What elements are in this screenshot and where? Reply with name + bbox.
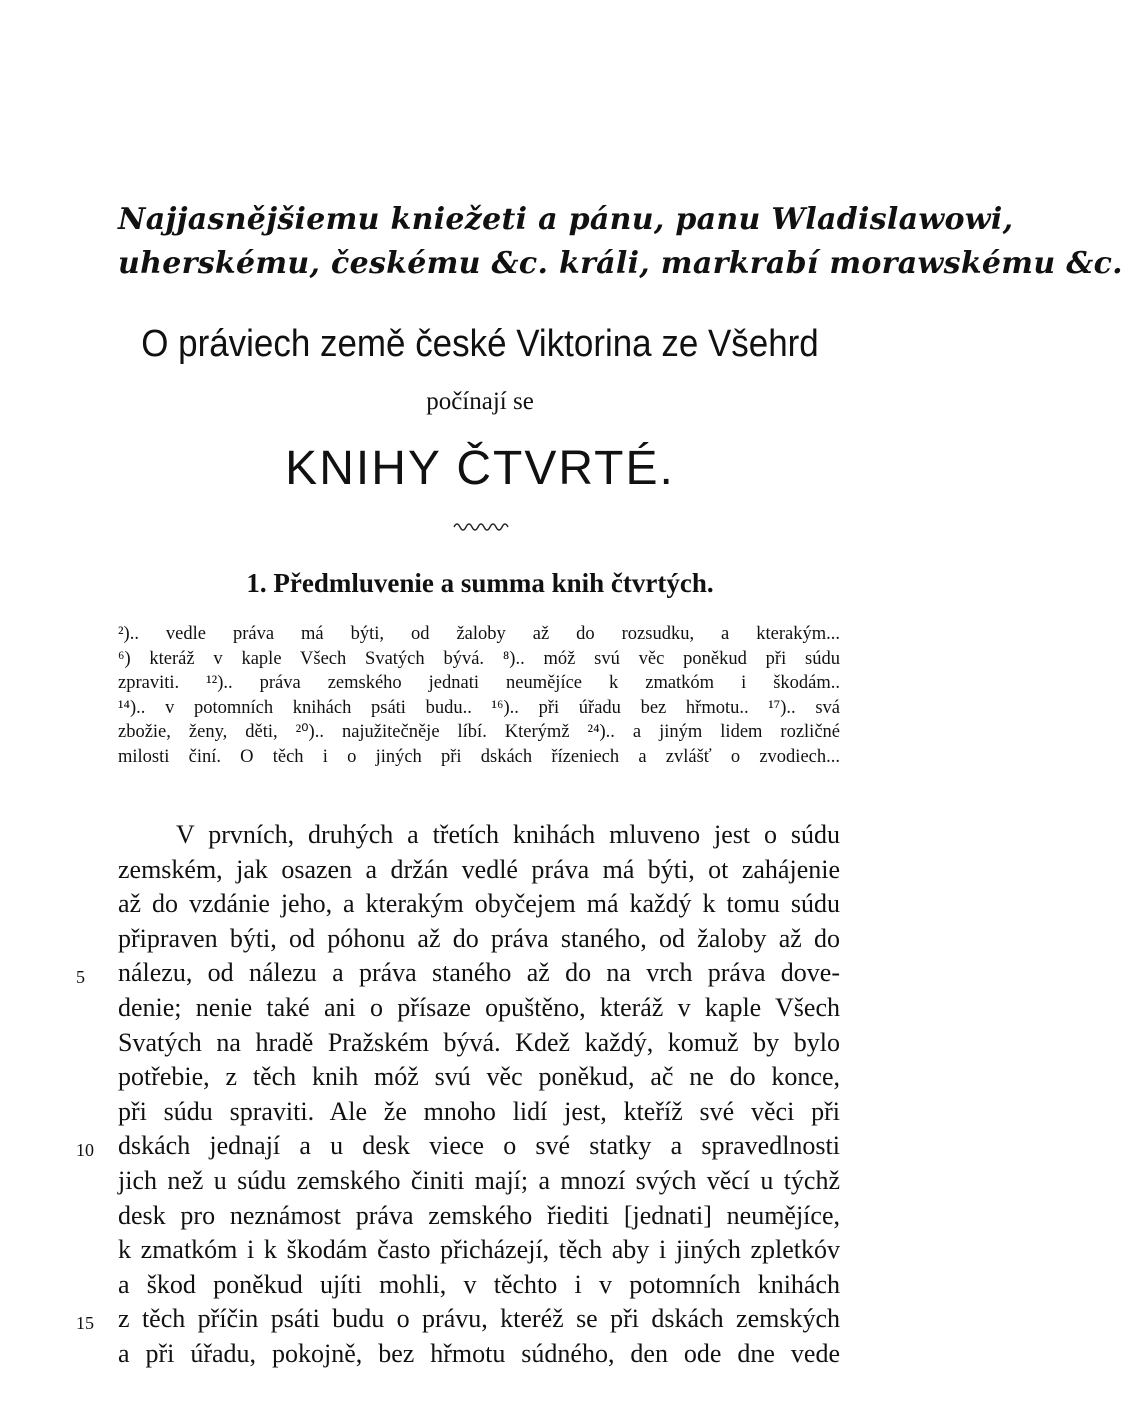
text-line-content: a při úřadu, pokojně, bez hřmotu súdného, den ode dne vede (118, 1338, 840, 1368)
line-number: 10 (76, 1140, 94, 1161)
text-line-content: připraven býti, od póhonu až do práva staného, od žaloby až do (118, 923, 840, 953)
text-line-content: nálezu, od nálezu a práva staného až do na vrch práva dove- (118, 958, 840, 988)
summary-line: zbožie, ženy, děti, ²⁰).. najužitečněje líbí. Kterýmž ²⁴).. a jiným lidem rozličné (118, 722, 840, 742)
summary-line: milosti činí. O těch i o jiných při dskách řízeniech a zvlášť o zvodiech... (118, 746, 840, 767)
line-number: 5 (76, 967, 85, 988)
text-line-content: a škod poněkud ujíti mohli, v těchto i v potomních knihách (118, 1269, 840, 1299)
text-line (118, 887, 840, 922)
text-line-content: při súdu spraviti. Ale že mnoho lidí jest, kteříž své věci při (118, 1096, 840, 1126)
text-line (118, 1268, 840, 1303)
text-line (118, 922, 840, 957)
text-line (76, 1302, 840, 1337)
summary-line: ¹⁴).. v potomních knihách psáti budu.. ¹⁶).. při úřadu bez hřmotu.. ¹⁷).. svá (118, 697, 840, 718)
text-line (118, 1026, 840, 1061)
text-line (118, 1233, 840, 1268)
text-line (118, 1095, 840, 1130)
text-line-content: až do vzdánie jeho, a kterakým obyčejem má každý k tomu súdu (118, 889, 840, 919)
text-line-content: denie; nenie také ani o přísaze opuštěno, kteráž v kaple Všech (118, 992, 840, 1022)
summary-line: ⁶) kteráž v kaple Všech Svatých bývá. ⁸).. móž svú věc poněkud při súdu (118, 648, 840, 669)
text-line (118, 1199, 840, 1234)
dedication-line-2: uherskému, českému &c. králi, markrabí morawskému &c. (118, 246, 1123, 281)
summary-line: zpraviti. ¹²).. práva zemského jednati neumějíce k zmatkóm i škodám.. (118, 673, 840, 693)
line-number: 15 (76, 1313, 94, 1334)
work-subtitle: počínají se (426, 388, 534, 415)
chapter-summary (118, 622, 840, 769)
text-line-content: V prvních, druhých a třetích knihách mluveno jest o súdu (176, 820, 840, 849)
summary-line: ²).. vedle práva má býti, od žaloby až do rozsudku, a kterakým... (118, 624, 840, 644)
text-line (118, 1337, 840, 1372)
text-line (118, 853, 840, 888)
text-line (118, 991, 840, 1026)
work-title: O práviech země české Viktorina ze Všehrd (141, 323, 819, 365)
text-line (76, 956, 840, 991)
text-line (118, 818, 840, 853)
text-line-content: Svatých na hradě Pražském bývá. Kdež každý, komuž by bylo (118, 1027, 840, 1057)
text-line-content: zemském, jak osazen a držán vedlé práva má býti, ot zahájenie (118, 854, 840, 884)
text-line (118, 1060, 840, 1095)
main-text (76, 818, 840, 1372)
text-line (118, 1164, 840, 1199)
book-title: KNIHY ČTVRTÉ. (285, 442, 675, 495)
text-line-content: jich než u súdu zemského činiti mají; a mnozí svých věcí u týchž (118, 1165, 840, 1195)
text-line (76, 1129, 840, 1164)
dedication-line-1: Najjasnějšiemu kniežeti a pánu, panu Wladislawowi, (118, 202, 1014, 237)
text-line-content: k zmatkóm i k škodám často přicházejí, těch aby i jiných zpletkóv (118, 1235, 840, 1265)
text-line-content: dskách jednají a u desk viece o své statky a spravedlnosti (118, 1131, 840, 1161)
text-line-content: z těch příčin psáti budu o právu, kteréž se při dskách zemských (118, 1304, 840, 1334)
text-line-content: potřebie, z těch knih móž svú věc poněkud, ač ne do konce, (118, 1062, 840, 1092)
text-line-content: desk pro neznámost práva zemského řiediti [jednati] neumějíce, (118, 1200, 840, 1230)
chapter-heading: 1. Předmluvenie a summa knih čtvrtých. (246, 568, 714, 598)
wavy-ornament (452, 518, 512, 532)
